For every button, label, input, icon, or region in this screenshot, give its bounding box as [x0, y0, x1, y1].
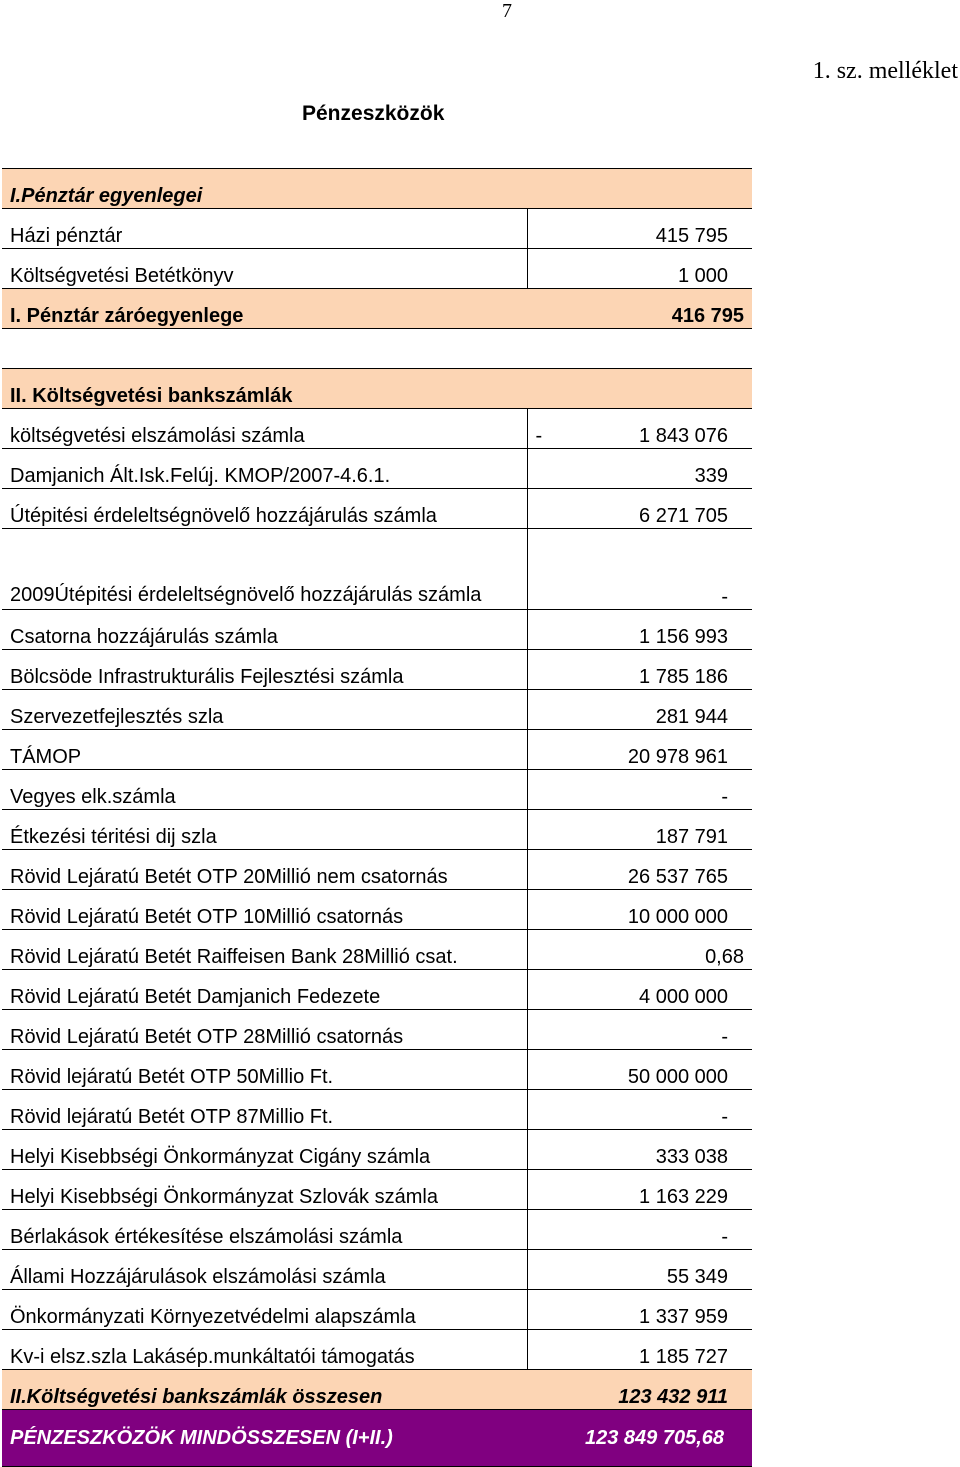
table-row: Állami Hozzájárulások elszámolási számla 55 349	[2, 1250, 752, 1290]
table-row: Bölcsöde Infrastrukturális Fejlesztési számla 1 785 186	[2, 650, 752, 690]
page-title: Pénzeszközök	[302, 102, 445, 125]
section-header: II. Költségvetési bankszámlák	[2, 369, 527, 409]
table-row: Csatorna hozzájárulás számla 1 156 993	[2, 610, 752, 650]
section-header: I.Pénztár egyenlegei	[2, 169, 527, 209]
table-row: Damjanich Ált.Isk.Felúj. KMOP/2007-4.6.1. 339	[2, 449, 752, 489]
cash-table	[2, 168, 752, 329]
grand-total-label: PÉNZESZKÖZÖK MINDÖSSZESEN (I+II.)	[2, 1410, 527, 1467]
table-row: Helyi Kisebbségi Önkormányzat Szlovák számla 1 163 229	[2, 1170, 752, 1210]
table-row: Szervezetfejlesztés szla 281 944	[2, 690, 752, 730]
table-row: TÁMOP 20 978 961	[2, 730, 752, 770]
grand-total-row	[2, 1410, 752, 1467]
table-row: Útépitési érdeleltségnövelő hozzájárulás számla 6 271 705	[2, 489, 752, 529]
annex-label: 1. sz. melléklet	[812, 58, 958, 84]
table-row: Rövid lejáratú Betét OTP 87Millio Ft. -	[2, 1090, 752, 1130]
table-row: Rövid Lejáratú Betét OTP 28Millió csatornás -	[2, 1010, 752, 1050]
table-row: Kv-i elsz.szla Lakásép.munkáltatói támogatás 1 185 727	[2, 1330, 752, 1370]
section-header-row	[2, 369, 752, 409]
table-row: Étkezési téritési dij szla 187 791	[2, 810, 752, 850]
table-row: költségvetési elszámolási számla - 1 843 076	[2, 409, 752, 449]
table-row: Költségvetési Betétkönyv 1 000	[2, 249, 752, 289]
table-row: Rövid Lejáratú Betét Raiffeisen Bank 28Millió csat. 0,68	[2, 930, 752, 970]
table-row: Házi pénztár 415 795	[2, 209, 752, 249]
table-row: Bérlakások értékesítése elszámolási számla -	[2, 1210, 752, 1250]
section-total-row: II.Költségvetési bankszámlák összesen 123 432 911	[2, 1370, 752, 1410]
grand-total-value: 123 849 705,68	[527, 1410, 752, 1467]
table-row: Rövid lejáratú Betét OTP 50Millio Ft. 50 000 000	[2, 1050, 752, 1090]
table-row: Rövid Lejáratú Betét OTP 10Millió csatornás 10 000 000	[2, 890, 752, 930]
table-row: Önkormányzati Környezetvédelmi alapszámla 1 337 959	[2, 1290, 752, 1330]
table-row: Helyi Kisebbségi Önkormányzat Cigány számla 333 038	[2, 1130, 752, 1170]
table-row: 2009Útépitési érdeleltségnövelő hozzájárulás számla -	[2, 529, 752, 610]
section-total-row: I. Pénztár záróegyenlege 416 795	[2, 289, 752, 329]
section-header-row	[2, 169, 752, 209]
bank-accounts-table	[2, 368, 752, 1467]
table-row: Vegyes elk.számla -	[2, 770, 752, 810]
table-row: Rövid Lejáratú Betét OTP 20Millió nem csatornás 26 537 765	[2, 850, 752, 890]
negative-sign: -	[535, 425, 543, 447]
page-number: 7	[502, 0, 512, 22]
table-row: Rövid Lejáratú Betét Damjanich Fedezete 4 000 000	[2, 970, 752, 1010]
